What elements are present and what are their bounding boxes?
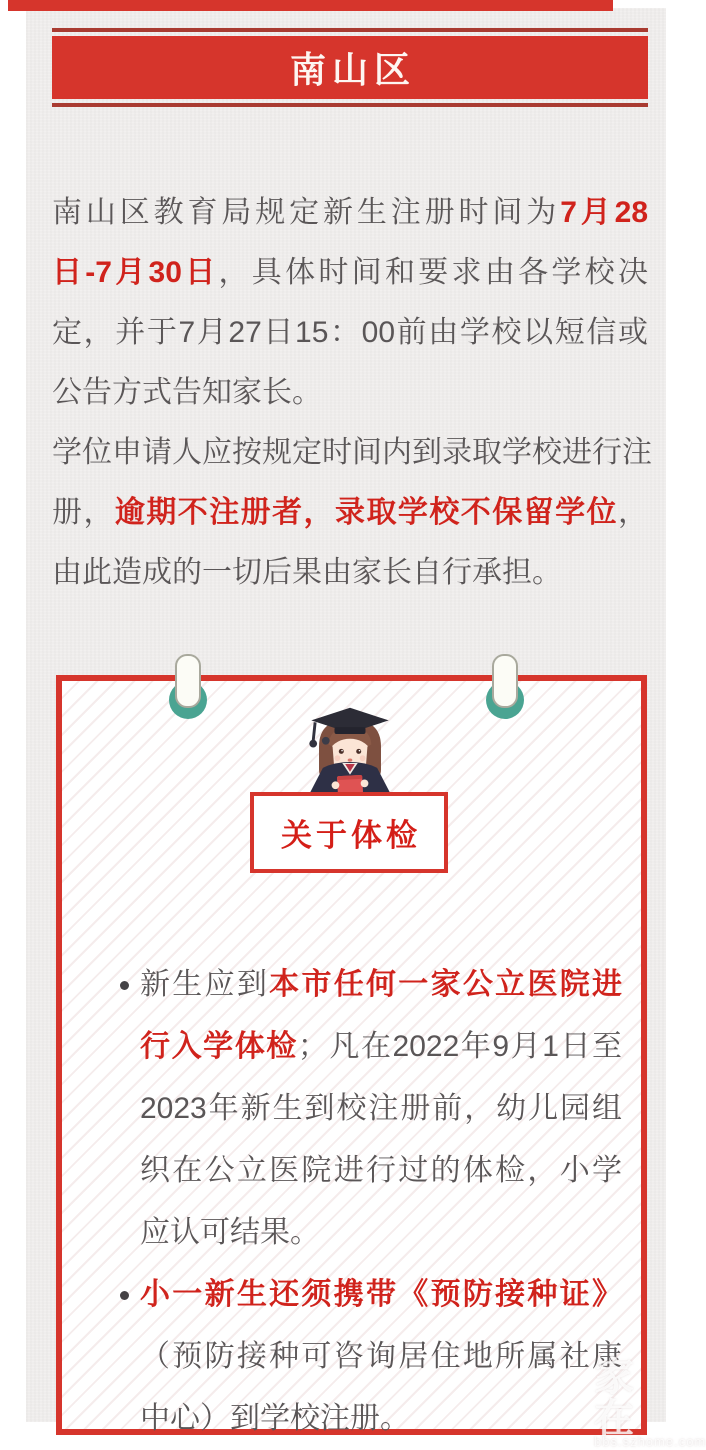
bullet-line: （预防接种可咨询居住地所属社康: [140, 1340, 622, 1373]
section-title-box: [250, 792, 448, 873]
intro-line: 定，并于7月27日15：00前由学校以短信或: [52, 316, 648, 349]
bullet-list: [120, 954, 622, 1450]
banner-rule-top: [52, 28, 648, 32]
graduate-girl-illustration: [290, 702, 410, 794]
ring-pill-icon: [175, 654, 201, 708]
bullet-line: 中心）到学校注册。: [140, 1402, 410, 1435]
bullet-line: 新生应到本市任何一家公立医院进: [120, 954, 622, 1016]
intro-line: 学位申请人应按规定时间内到录取学校进行注: [52, 436, 652, 469]
intro-line: 由此造成的一切后果由家长自行承担。: [52, 556, 562, 589]
intro-line: 日-7月30日，具体时间和要求由各学校决: [52, 256, 649, 289]
district-banner: [52, 28, 648, 107]
banner-main: [52, 36, 648, 99]
banner-rule-bottom: [52, 103, 648, 107]
bullet-line: 2023年新生到校注册前，幼儿园组: [140, 1092, 622, 1125]
top-red-strip: [8, 0, 613, 11]
watermark-badge: 深圳: [670, 1366, 704, 1410]
site-watermark: [594, 1356, 704, 1449]
intro-paragraphs: [52, 183, 652, 603]
ring-pill-icon: [492, 654, 518, 708]
bullet-line: 行入学体检；凡在2022年9月1日至: [140, 1030, 623, 1063]
district-title: 南山区: [289, 49, 416, 90]
bullet-line: 小一新生还须携带《预防接种证》: [120, 1264, 622, 1326]
watermark-url: bbs.szhome.com: [594, 1434, 706, 1449]
intro-line: 册，逾期不注册者，录取学校不保留学位，: [52, 496, 649, 529]
intro-line: 公告方式告知家长。: [52, 376, 322, 409]
bullet-line: 应认可结果。: [140, 1216, 320, 1249]
section-title: 关于体检: [281, 818, 421, 853]
bullet-line: 织在公立医院进行过的体检，小学: [140, 1154, 622, 1187]
intro-line: 南山区教育局规定新生注册时间为7月28: [52, 196, 648, 229]
watermark-main: 家在: [594, 1355, 634, 1441]
